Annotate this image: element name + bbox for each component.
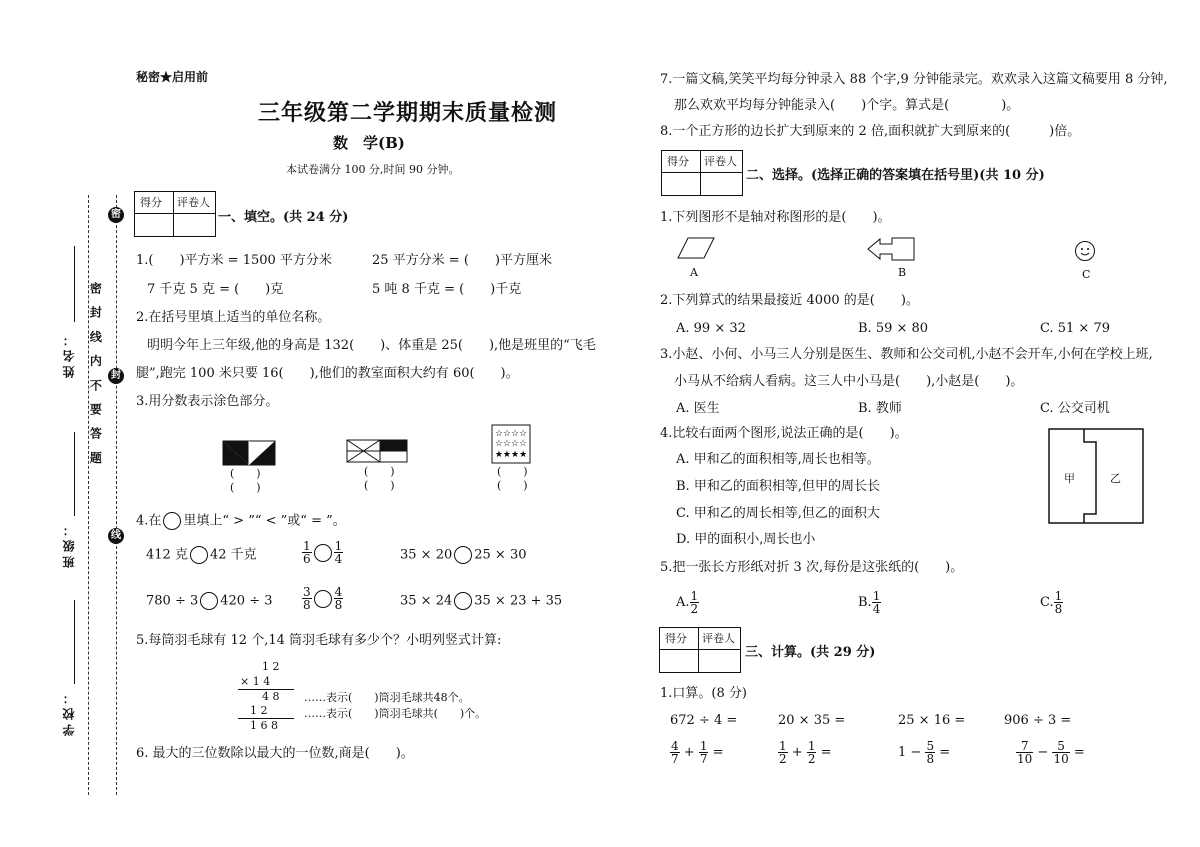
k3: 25 × 16 =: [898, 713, 966, 728]
s3o2: B. 教师: [858, 401, 902, 416]
vert-3: 4 8: [262, 690, 280, 703]
q6: 6. 最大的三位数除以最大的一位数,商是( )。: [136, 746, 414, 761]
smiley-icon: [1074, 240, 1096, 262]
s2b: B. 59 × 80: [858, 321, 929, 336]
q1a: 1.( )平方米 = 1500 平方分米: [136, 253, 332, 268]
s2a: A. 99 × 32: [676, 321, 746, 336]
school-label: 学校：: [62, 688, 76, 736]
parallelogram-shape: [676, 236, 716, 260]
score-label: 得分: [667, 155, 689, 168]
name-label: 姓名：: [62, 330, 76, 378]
q4b: $\frac{1}{6}$ $\frac{1}{4}$: [303, 539, 343, 566]
compare-circle[interactable]: [314, 544, 332, 562]
s5c: C. $\frac{1}{8}$: [1040, 589, 1063, 616]
s5: 5.把一张长方形纸对折 3 次,每份是这张纸的( )。: [660, 560, 964, 575]
paren-5: ( ): [497, 465, 528, 478]
seal-mi: 密: [108, 207, 124, 223]
s4b: B. 甲和乙的面积相等,但甲的周长长: [676, 479, 880, 494]
s3a: 3.小赵、小何、小马三人分别是医生、教师和公交司机,小赵不会开车,小何在学校上班,: [660, 347, 1153, 362]
k6: $\frac{1}{2}$ + $\frac{1}{2}$ =: [779, 739, 832, 766]
circle-icon: [163, 512, 181, 530]
svg-text:★★★★: ★★★★: [494, 450, 528, 460]
score-box-3: [659, 627, 741, 673]
s5a: A. $\frac{1}{2}$: [676, 589, 699, 616]
shaded-stars: [491, 424, 531, 464]
k5: $\frac{4}{7}$ + $\frac{1}{7}$ =: [671, 739, 724, 766]
vert-2: × 1 4: [240, 675, 271, 688]
q2b: 腿”,跑完 100 米只要 16( ),他们的教室面积大约有 60( )。: [136, 366, 519, 381]
q2a: 明明今年上三年级,他的身高是 132( )、体重是 25( ),他是班里的“飞毛: [147, 338, 596, 353]
s1: 1.下列图形不是轴对称图形的是( )。: [660, 210, 891, 225]
paren-4: ( ): [364, 479, 395, 492]
class-blank[interactable]: [74, 432, 75, 516]
shaded-triangles: [222, 440, 276, 466]
jia-label: 甲: [1064, 472, 1075, 485]
score-box-1: [134, 191, 216, 237]
opt-a-label: A: [690, 266, 698, 279]
k7: 1 − $\frac{5}{8}$ =: [898, 739, 951, 766]
q5: 5.每筒羽毛球有 12 个,14 筒羽毛球有多少个？小明列竖式计算:: [136, 633, 502, 648]
section-1-title: 一、填空。(共 24 分): [218, 210, 349, 225]
s4d: D. 甲的面积小,周长也小: [676, 532, 816, 547]
seal-line-inner: [116, 195, 117, 795]
q4e: $\frac{3}{8}$ $\frac{4}{8}$: [303, 585, 343, 612]
s3o3: C. 公交司机: [1040, 401, 1110, 416]
k1: 672 ÷ 4 =: [670, 713, 738, 728]
s4c: C. 甲和乙的周长相等,但乙的面积大: [676, 506, 880, 521]
q4c: 35 × 20 25 × 30: [400, 547, 527, 563]
compare-circle[interactable]: [454, 592, 472, 610]
s3b: 小马从不给病人看病。这三人中小马是( ),小赵是( )。: [674, 374, 1024, 389]
k2: 20 × 35 =: [778, 713, 846, 728]
yi-label: 乙: [1110, 472, 1121, 485]
score-label: 得分: [665, 632, 687, 645]
score-label: 得分: [140, 196, 162, 209]
seal-warning: 密 封 线 内 不 要 答 题: [88, 282, 103, 468]
q7b: 那么欢欢平均每分钟能录入( )个字。算式是( )。: [674, 98, 1020, 113]
compare-circle[interactable]: [190, 546, 208, 564]
opt-b-label: B: [898, 266, 907, 279]
compare-circle[interactable]: [314, 590, 332, 608]
score-box-2: [661, 150, 743, 196]
q1b: 25 平方分米 = ( )平方厘米: [372, 253, 552, 268]
vert-note-2: ……表示( )筒羽毛球共( )个。: [304, 707, 487, 720]
q4a: 412 克 42 千克: [146, 547, 257, 563]
s4: 4.比较右面两个图形,说法正确的是( )。: [660, 426, 908, 441]
subject-title: 数 学(B): [333, 134, 405, 152]
vert-5: 1 6 8: [250, 719, 278, 732]
school-blank[interactable]: [74, 600, 75, 684]
section-2-title: 二、选择。(选择正确的答案填在括号里)(共 10 分): [746, 168, 1045, 183]
q4d: 780 ÷ 3 420 ÷ 3: [146, 593, 273, 609]
grader-label: 评卷人: [702, 632, 735, 645]
opt-c-label: C: [1082, 268, 1091, 281]
q3: 3.用分数表示涂色部分。: [136, 394, 279, 409]
q4-instruction: 4.在 里填上“ > ”“ < ”或“ = ”。: [136, 513, 346, 529]
secret-label: 秘密★启用前: [136, 70, 209, 84]
paren-1: ( ): [230, 467, 261, 480]
grader-label: 评卷人: [704, 155, 737, 168]
grader-label: 评卷人: [177, 196, 210, 209]
s2: 2.下列算式的结果最接近 4000 的是( )。: [660, 293, 919, 308]
q4f: 35 × 24 35 × 23 + 35: [400, 593, 563, 609]
compare-circle[interactable]: [200, 592, 218, 610]
q8: 8.一个正方形的边长扩大到原来的 2 倍,面积就扩大到原来的( )倍。: [660, 124, 1081, 139]
s3o1: A. 医生: [676, 401, 720, 416]
section-3-title: 三、计算。(共 29 分): [745, 645, 876, 660]
s4a: A. 甲和乙的面积相等,周长也相等。: [676, 452, 880, 467]
q1d: 5 吨 8 千克 = ( )千克: [372, 282, 522, 297]
k4: 906 ÷ 3 =: [1004, 713, 1072, 728]
k8: $\frac{7}{10}$ − $\frac{5}{10}$ =: [1017, 739, 1085, 766]
seal-xian: 线: [108, 528, 124, 544]
k-title: 1.口算。(8 分): [660, 686, 747, 701]
page-title: 三年级第二学期期末质量检测: [258, 100, 558, 126]
q7a: 7.一篇文稿,笑笑平均每分钟录入 88 个字,9 分钟能录完。欢欢录入这篇文稿要用 8 分钟,: [660, 72, 1168, 87]
name-blank[interactable]: [74, 246, 75, 322]
svg-text:☆☆☆☆: ☆☆☆☆: [494, 429, 528, 439]
compare-circle[interactable]: [454, 546, 472, 564]
svg-text:☆☆☆☆: ☆☆☆☆: [494, 439, 528, 449]
exam-note: 本试卷满分 100 分,时间 90 分钟。: [286, 163, 460, 176]
class-label: 班级：: [62, 520, 76, 568]
q2: 2.在括号里填上适当的单位名称。: [136, 310, 331, 325]
s2c: C. 51 × 79: [1040, 321, 1110, 336]
vert-4: 1 2: [250, 704, 268, 717]
paren-6: ( ): [497, 479, 528, 492]
jia-yi-figure: [1048, 428, 1144, 524]
arrow-shape: [866, 236, 916, 262]
seal-feng: 封: [108, 368, 124, 384]
vert-note-1: ……表示( )筒羽毛球共48个。: [304, 691, 470, 704]
paren-3: ( ): [364, 465, 395, 478]
q1c: 7 千克 5 克 = ( )克: [147, 282, 284, 297]
s5b: B. $\frac{1}{4}$: [858, 589, 881, 616]
paren-2: ( ): [230, 481, 261, 494]
vert-1: 1 2: [262, 660, 280, 673]
shaded-flag: [346, 439, 408, 463]
